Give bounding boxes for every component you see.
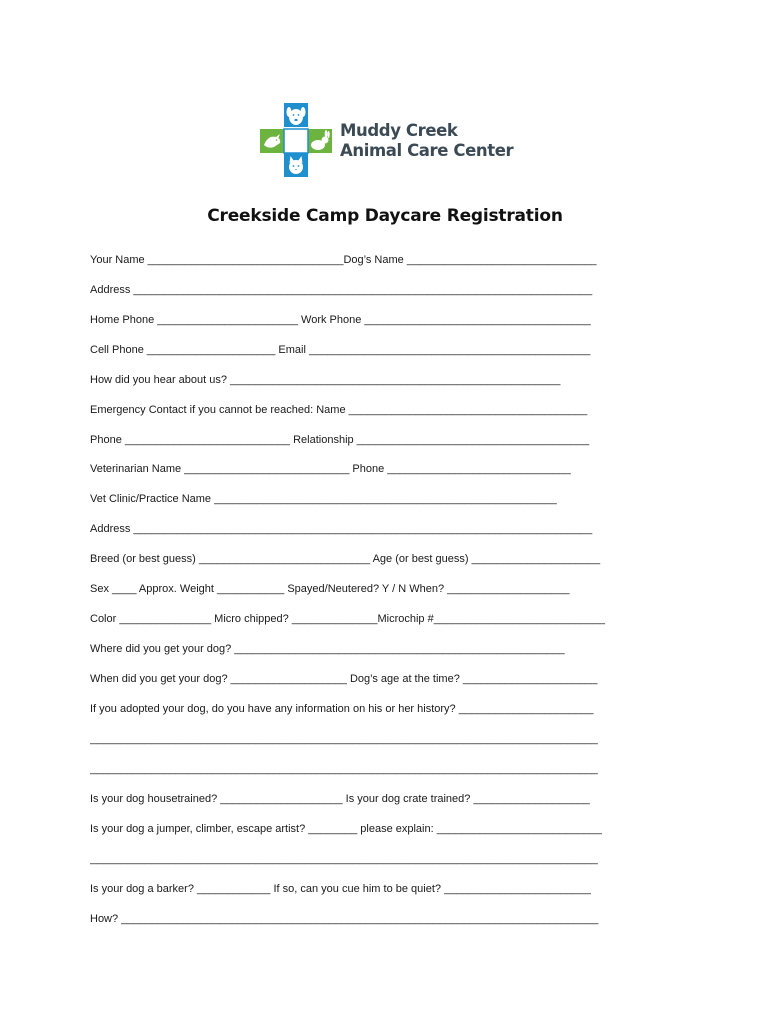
form-line: ___________________________________________________________________________________	[90, 733, 598, 745]
clinic-name	[340, 121, 513, 161]
form-line: Address ___________________________________________________________________________	[90, 284, 593, 296]
form-line: When did you get your dog? ___________________ Dog’s age at the time? ______________________	[90, 673, 598, 685]
form-line: Is your dog a barker? ____________ If so, can you cue him to be quiet? ________________________	[90, 883, 591, 895]
form-line: ___________________________________________________________________________________	[90, 763, 598, 775]
form-line: Cell Phone _____________________ Email ______________________________________________	[90, 344, 591, 356]
form-line: Phone ___________________________ Relationship ______________________________________	[90, 434, 590, 446]
form-line: Is your dog a jumper, climber, escape artist? ________ please explain: ___________________________	[90, 823, 602, 835]
form-line: Your Name ________________________________Dog’s Name _______________________________	[90, 254, 597, 266]
form-title: Creekside Camp Daycare Registration	[207, 206, 563, 226]
clinic-logo	[258, 103, 514, 179]
form-line: Address ___________________________________________________________________________	[90, 523, 593, 535]
form-line: If you adopted your dog, do you have any information on his or her history? ______________________	[90, 703, 594, 715]
form-line: Emergency Contact if you cannot be reached: Name _______________________________________	[90, 404, 588, 416]
logo-cross-mark	[258, 103, 334, 179]
form-line: Where did you get your dog? ______________________________________________________	[90, 643, 565, 655]
form-line: Breed (or best guess) ____________________________ Age (or best guess) _____________________	[90, 553, 601, 565]
form-line: Veterinarian Name ___________________________ Phone ______________________________	[90, 463, 571, 475]
form-line: ___________________________________________________________________________________	[90, 853, 598, 865]
form-line: Vet Clinic/Practice Name ________________________________________________________	[90, 493, 557, 505]
form-line: Color _______________ Micro chipped? ______________Microchip #____________________________	[90, 613, 605, 625]
form-line: Is your dog housetrained? ____________________ Is your dog crate trained? ___________________	[90, 793, 590, 805]
form-line: How did you hear about us? ______________________________________________________	[90, 374, 561, 386]
form-line: Home Phone _______________________ Work Phone _____________________________________	[90, 314, 591, 326]
clinic-name-line1: Muddy Creek	[340, 121, 458, 140]
form-line: Sex ____ Approx. Weight ___________ Spayed/Neutered? Y / N When? ____________________	[90, 583, 570, 595]
form-line: How? ______________________________________________________________________________	[90, 913, 599, 925]
clinic-name-line2: Animal Care Center	[340, 141, 514, 160]
logo-center-square	[284, 129, 308, 153]
